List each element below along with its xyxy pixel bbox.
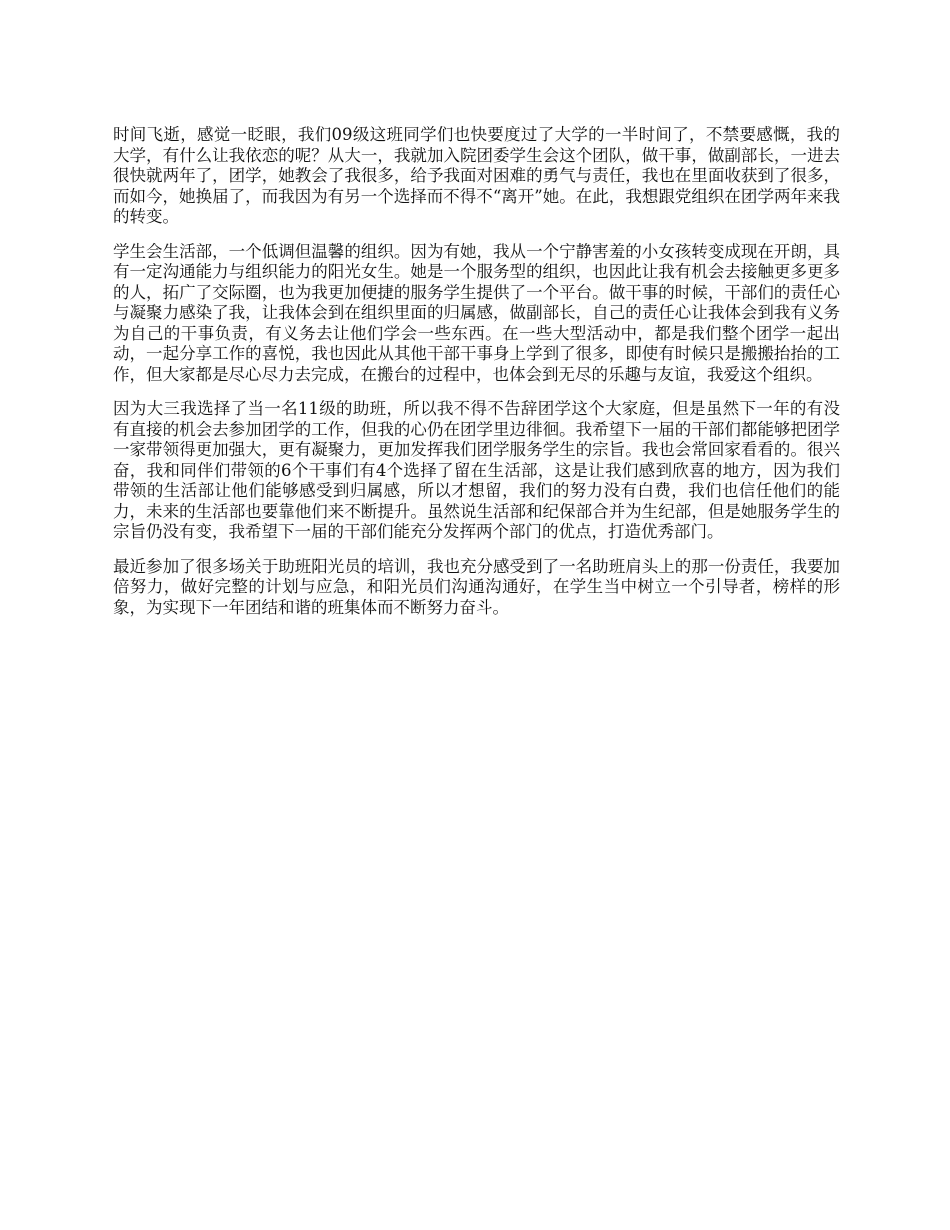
paragraph-3: 因为大三我选择了当一名11级的助班，所以我不得不告辞团学这个大家庭，但是虽然下一年的有没有直接的机会去参加团学的工作，但我的心仍在团学里边徘徊。我希望下一届的干部们都能够把团学一家带领得更加强大，更有凝聚力，更加发挥我们团学服务学生的宗旨。我也会常回家看看的。很兴奋，我和同伴们带领的6个干事们有4个选择了留在生活部，这是让我们感到欣喜的地方，因为我们带领的生活部让他们能够感受到归属感，所以才想留，我们的努力没有白费，我们也信任他们的能力，未来的生活部也要靠他们来不断提升。虽然说生活部和纪保部合并为生纪部，但是她服务学生的宗旨仍没有变，我希望下一届的干部们能充分发挥两个部门的优点，打造优秀部门。 — [113, 399, 840, 541]
paragraph-2: 学生会生活部，一个低调但温馨的组织。因为有她，我从一个宁静害羞的小女孩转变成现在开朗，具有一定沟通能力与组织能力的阳光女生。她是一个服务型的组织，也因此让我有机会去接触更多更多的人，拓广了交际圈，也为我更加便捷的服务学生提供了一个平台。做干事的时候，干部们的责任心与凝聚力感染了我，让我体会到在组织里面的归属感，做副部长，自己的责任心让我体会到我有义务为自己的干事负责，有义务去让他们学会一些东西。在一些大型活动中，都是我们整个团学一起出动，一起分享工作的喜悦，我也因此从其他干部干事身上学到了很多，即使有时候只是搬搬抬抬的工作，但大家都是尽心尽力去完成，在搬台的过程中，也体会到无尽的乐趣与友谊，我爱这个组织。 — [113, 241, 840, 384]
paragraph-1: 时间飞逝，感觉一眨眼，我们09级这班同学们也快要度过了大学的一半时间了，不禁要感慨，我的大学，有什么让我依恋的呢？从大一，我就加入院团委学生会这个团队，做干事，做副部长，一进去很快就两年了，团学，她教会了我很多，给予我面对困难的勇气与责任，我也在里面收获到了很多，而如今，她换届了，而我因为有另一个选择而不得不“离开”她。在此，我想跟党组织在团学两年来我的转变。 — [113, 125, 840, 226]
document-body — [113, 125, 840, 632]
paragraph-4: 最近参加了很多场关于助班阳光员的培训，我也充分感受到了一名助班肩头上的那一份责任，我要加倍努力，做好完整的计划与应急，和阳光员们沟通沟通好，在学生当中树立一个引导者，榜样的形象，为实现下一年团结和谐的班集体而不断努力奋斗。 — [113, 556, 840, 617]
